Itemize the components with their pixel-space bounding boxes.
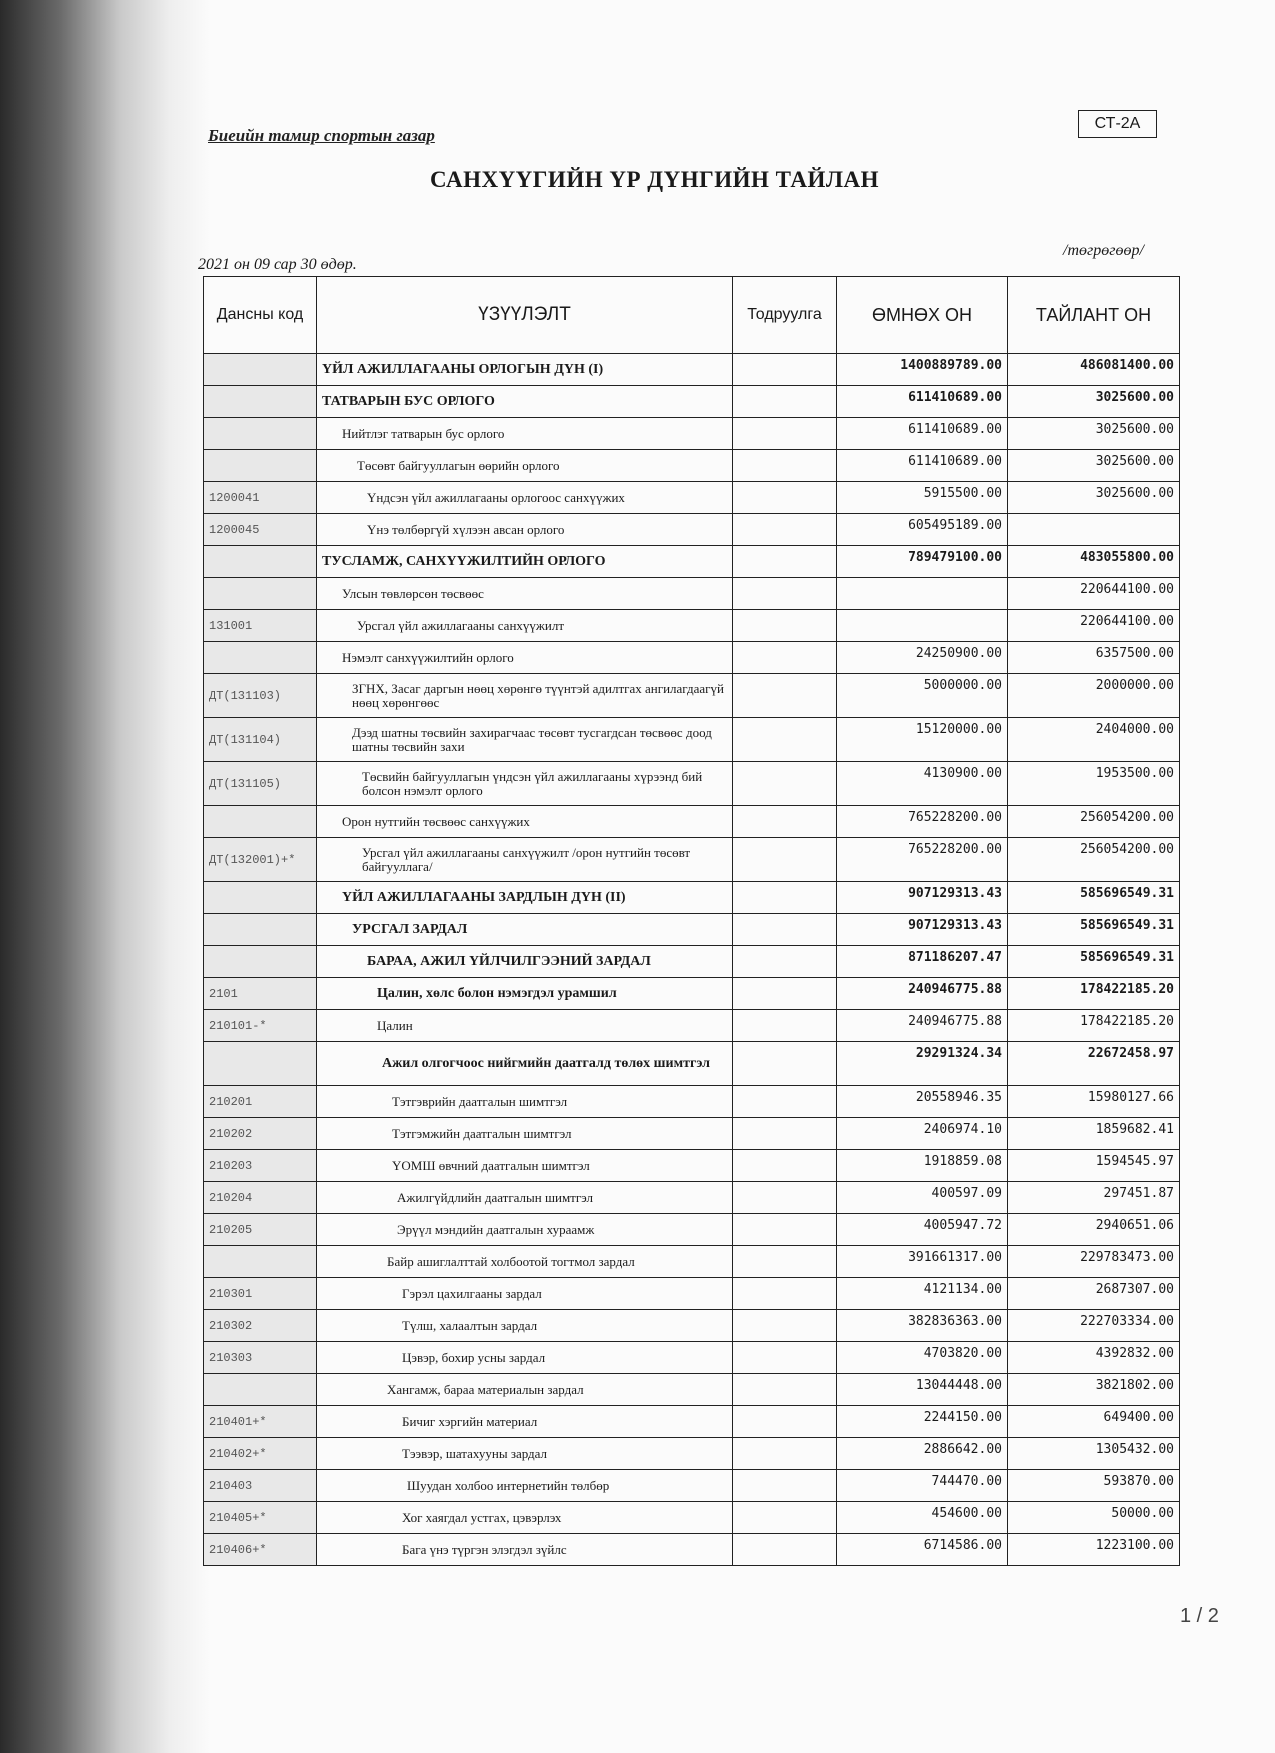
table-row [204, 1502, 1180, 1534]
report-year-value: 486081400.00 [1008, 354, 1180, 386]
account-code-cell: 1200041 [204, 482, 317, 514]
previous-year-value: 907129313.43 [837, 914, 1008, 946]
note-cell [733, 386, 837, 418]
note-cell [733, 450, 837, 482]
indicator-name-cell: ТАТВАРЫН БУС ОРЛОГО [317, 386, 733, 418]
note-cell [733, 1182, 837, 1214]
table-row [204, 1246, 1180, 1278]
report-year-value: 649400.00 [1008, 1406, 1180, 1438]
table-row [204, 354, 1180, 386]
account-code-cell: 210405+* [204, 1502, 317, 1534]
table-row [204, 718, 1180, 762]
note-cell [733, 806, 837, 838]
table-row [204, 1118, 1180, 1150]
table-row [204, 674, 1180, 718]
report-title: САНХҮҮГИЙН ҮР ДҮНГИЙН ТАЙЛАН [430, 167, 879, 192]
account-code-cell: 210205 [204, 1214, 317, 1246]
indicator-name-cell: Урсгал үйл ажиллагааны санхүүжилт /орон нутгийн төсөвт байгууллага/ [317, 838, 733, 882]
report-date: 2021 он 09 сар 30 өдөр. [198, 256, 357, 273]
note-cell [733, 514, 837, 546]
table-row [204, 642, 1180, 674]
report-year-value: 3025600.00 [1008, 482, 1180, 514]
table-row [204, 386, 1180, 418]
indicator-name-cell: ҮОМШ өвчний даатгалын шимтгэл [317, 1150, 733, 1182]
note-cell [733, 762, 837, 806]
note-cell [733, 674, 837, 718]
report-year-value: 22672458.97 [1008, 1042, 1180, 1086]
previous-year-value: 20558946.35 [837, 1086, 1008, 1118]
report-year-value: 297451.87 [1008, 1182, 1180, 1214]
report-year-value: 6357500.00 [1008, 642, 1180, 674]
report-year-value: 220644100.00 [1008, 610, 1180, 642]
indicator-name-cell: БАРАА, АЖИЛ ҮЙЛЧИЛГЭЭНИЙ ЗАРДАЛ [317, 946, 733, 978]
account-code-cell: 210201 [204, 1086, 317, 1118]
account-code-cell [204, 450, 317, 482]
note-cell [733, 418, 837, 450]
indicator-name-cell: Төсөвт байгууллагын өөрийн орлого [317, 450, 733, 482]
table-row [204, 762, 1180, 806]
indicator-name-cell: Нийтлэг татварын бус орлого [317, 418, 733, 450]
report-year-value: 2940651.06 [1008, 1214, 1180, 1246]
previous-year-value: 611410689.00 [837, 418, 1008, 450]
note-cell [733, 1470, 837, 1502]
indicator-name-cell: Цалин [317, 1010, 733, 1042]
table-row [204, 1278, 1180, 1310]
account-code-cell: 210302 [204, 1310, 317, 1342]
previous-year-value: 5915500.00 [837, 482, 1008, 514]
report-year-value: 1305432.00 [1008, 1438, 1180, 1470]
report-year-value: 585696549.31 [1008, 882, 1180, 914]
indicator-name-cell: Цэвэр, бохир усны зардал [317, 1342, 733, 1374]
note-cell [733, 914, 837, 946]
table-row [204, 1150, 1180, 1182]
note-cell [733, 1118, 837, 1150]
account-code-cell [204, 1374, 317, 1406]
report-year-value: 1594545.97 [1008, 1150, 1180, 1182]
account-code-cell [204, 882, 317, 914]
previous-year-value [837, 610, 1008, 642]
previous-year-value: 2244150.00 [837, 1406, 1008, 1438]
note-cell [733, 1534, 837, 1566]
previous-year-value: 240946775.88 [837, 1010, 1008, 1042]
table-row [204, 450, 1180, 482]
note-cell [733, 1406, 837, 1438]
previous-year-value: 765228200.00 [837, 806, 1008, 838]
previous-year-value: 744470.00 [837, 1470, 1008, 1502]
note-cell [733, 1214, 837, 1246]
account-code-cell [204, 386, 317, 418]
header-previous-year: ӨМНӨХ ОН [837, 277, 1008, 354]
previous-year-value: 2406974.10 [837, 1118, 1008, 1150]
account-code-cell: ДТ(131104) [204, 718, 317, 762]
account-code-cell: 210406+* [204, 1534, 317, 1566]
report-year-value: 220644100.00 [1008, 578, 1180, 610]
previous-year-value: 871186207.47 [837, 946, 1008, 978]
note-cell [733, 482, 837, 514]
note-cell [733, 1150, 837, 1182]
table-row [204, 1042, 1180, 1086]
table-row [204, 514, 1180, 546]
previous-year-value: 2886642.00 [837, 1438, 1008, 1470]
note-cell [733, 946, 837, 978]
note-cell [733, 1086, 837, 1118]
account-code-cell: ДТ(131105) [204, 762, 317, 806]
table-row [204, 1010, 1180, 1042]
report-year-value: 483055800.00 [1008, 546, 1180, 578]
indicator-name-cell: Ажил олгогчоос нийгмийн даатгалд төлөх шимтгэл [317, 1042, 733, 1086]
indicator-name-cell: Цалин, хөлс болон нэмэгдэл урамшил [317, 978, 733, 1010]
account-code-cell: ДТ(132001)+* [204, 838, 317, 882]
report-year-value: 3025600.00 [1008, 450, 1180, 482]
account-code-cell: 210202 [204, 1118, 317, 1150]
indicator-name-cell: Эрүүл мэндийн даатгалын хураамж [317, 1214, 733, 1246]
note-cell [733, 1374, 837, 1406]
header-note: Тодруулга [733, 277, 837, 354]
indicator-name-cell: Хангамж, бараа материалын зардал [317, 1374, 733, 1406]
table-row [204, 482, 1180, 514]
report-year-value: 229783473.00 [1008, 1246, 1180, 1278]
financial-results-table [203, 276, 1180, 1566]
indicator-name-cell: Тэтгэмжийн даатгалын шимтгэл [317, 1118, 733, 1150]
table-row [204, 1406, 1180, 1438]
previous-year-value: 400597.09 [837, 1182, 1008, 1214]
previous-year-value: 4130900.00 [837, 762, 1008, 806]
previous-year-value: 454600.00 [837, 1502, 1008, 1534]
account-code-cell [204, 1042, 317, 1086]
indicator-name-cell: Орон нутгийн төсвөөс санхүүжих [317, 806, 733, 838]
previous-year-value: 382836363.00 [837, 1310, 1008, 1342]
table-row [204, 838, 1180, 882]
indicator-name-cell: Дээд шатны төсвийн захирагчаас төсөвт тусгагдсан төсвөөс доод шатны төсвийн захи [317, 718, 733, 762]
table-row [204, 882, 1180, 914]
account-code-cell [204, 946, 317, 978]
note-cell [733, 1010, 837, 1042]
note-cell [733, 610, 837, 642]
previous-year-value: 611410689.00 [837, 386, 1008, 418]
indicator-name-cell: Бичиг хэргийн материал [317, 1406, 733, 1438]
previous-year-value: 765228200.00 [837, 838, 1008, 882]
previous-year-value: 391661317.00 [837, 1246, 1008, 1278]
previous-year-value: 4703820.00 [837, 1342, 1008, 1374]
account-code-cell: 210101-* [204, 1010, 317, 1042]
currency-unit: /төгрөгөөр/ [1063, 242, 1144, 259]
table-row [204, 914, 1180, 946]
indicator-name-cell: ТУСЛАМЖ, САНХҮҮЖИЛТИЙН ОРЛОГО [317, 546, 733, 578]
table-row [204, 1182, 1180, 1214]
previous-year-value: 605495189.00 [837, 514, 1008, 546]
report-year-value: 2404000.00 [1008, 718, 1180, 762]
note-cell [733, 642, 837, 674]
note-cell [733, 1246, 837, 1278]
previous-year-value: 907129313.43 [837, 882, 1008, 914]
page-number: 1 / 2 [1180, 1605, 1219, 1627]
indicator-name-cell: Бага үнэ түргэн элэгдэл зүйлс [317, 1534, 733, 1566]
previous-year-value: 240946775.88 [837, 978, 1008, 1010]
table-row [204, 1374, 1180, 1406]
previous-year-value [837, 578, 1008, 610]
table-header-row [204, 277, 1180, 354]
table-row [204, 578, 1180, 610]
report-year-value: 4392832.00 [1008, 1342, 1180, 1374]
table-row [204, 806, 1180, 838]
scan-edge-shadow [0, 0, 210, 1753]
table-row [204, 1438, 1180, 1470]
previous-year-value: 1400889789.00 [837, 354, 1008, 386]
account-code-cell: 210403 [204, 1470, 317, 1502]
account-code-cell: 210301 [204, 1278, 317, 1310]
report-year-value: 1859682.41 [1008, 1118, 1180, 1150]
report-year-value: 585696549.31 [1008, 914, 1180, 946]
form-code-box: СТ-2А [1078, 110, 1157, 138]
previous-year-value: 611410689.00 [837, 450, 1008, 482]
note-cell [733, 1502, 837, 1534]
previous-year-value: 13044448.00 [837, 1374, 1008, 1406]
note-cell [733, 354, 837, 386]
previous-year-value: 6714586.00 [837, 1534, 1008, 1566]
indicator-name-cell: ЗГНХ, Засаг даргын нөөц хөрөнгө түүнтэй адилтгах ангилагдаагүй нөөц хөрөнгөөс [317, 674, 733, 718]
report-year-value: 256054200.00 [1008, 838, 1180, 882]
indicator-name-cell: Ажилгүйдлийн даатгалын шимтгэл [317, 1182, 733, 1214]
note-cell [733, 718, 837, 762]
previous-year-value: 5000000.00 [837, 674, 1008, 718]
indicator-name-cell: Гэрэл цахилгааны зардал [317, 1278, 733, 1310]
account-code-cell [204, 642, 317, 674]
table-row [204, 610, 1180, 642]
previous-year-value: 15120000.00 [837, 718, 1008, 762]
indicator-name-cell: Түлш, халаалтын зардал [317, 1310, 733, 1342]
indicator-name-cell: Тээвэр, шатахууны зардал [317, 1438, 733, 1470]
report-year-value: 50000.00 [1008, 1502, 1180, 1534]
table-row [204, 1534, 1180, 1566]
report-year-value: 256054200.00 [1008, 806, 1180, 838]
account-code-cell [204, 578, 317, 610]
report-year-value: 3821802.00 [1008, 1374, 1180, 1406]
account-code-cell: 2101 [204, 978, 317, 1010]
report-year-value: 3025600.00 [1008, 418, 1180, 450]
account-code-cell: 131001 [204, 610, 317, 642]
previous-year-value: 24250900.00 [837, 642, 1008, 674]
indicator-name-cell: УРСГАЛ ЗАРДАЛ [317, 914, 733, 946]
previous-year-value: 29291324.34 [837, 1042, 1008, 1086]
table-row [204, 1470, 1180, 1502]
account-code-cell: 210204 [204, 1182, 317, 1214]
table-row [204, 946, 1180, 978]
indicator-name-cell: Шуудан холбоо интернетийн төлбөр [317, 1470, 733, 1502]
report-year-value: 15980127.66 [1008, 1086, 1180, 1118]
account-code-cell: 210303 [204, 1342, 317, 1374]
table-row [204, 1086, 1180, 1118]
indicator-name-cell: Нэмэлт санхүүжилтийн орлого [317, 642, 733, 674]
previous-year-value: 1918859.08 [837, 1150, 1008, 1182]
account-code-cell [204, 354, 317, 386]
note-cell [733, 546, 837, 578]
report-year-value: 222703334.00 [1008, 1310, 1180, 1342]
header-account-code: Дансны код [204, 277, 317, 354]
note-cell [733, 1310, 837, 1342]
indicator-name-cell: Хог хаягдал устгах, цэвэрлэх [317, 1502, 733, 1534]
table-row [204, 1214, 1180, 1246]
indicator-name-cell: Улсын төвлөрсөн төсвөөс [317, 578, 733, 610]
indicator-name-cell: Үндсэн үйл ажиллагааны орлогоос санхүүжих [317, 482, 733, 514]
account-code-cell: 210203 [204, 1150, 317, 1182]
table-body [204, 354, 1180, 1566]
note-cell [733, 978, 837, 1010]
account-code-cell [204, 806, 317, 838]
report-year-value: 593870.00 [1008, 1470, 1180, 1502]
report-year-value: 2687307.00 [1008, 1278, 1180, 1310]
note-cell [733, 1342, 837, 1374]
report-year-value: 178422185.20 [1008, 1010, 1180, 1042]
indicator-name-cell: Төсвийн байгууллагын үндсэн үйл ажиллагааны хүрээнд бий болсон нэмэлт орлого [317, 762, 733, 806]
indicator-name-cell: ҮЙЛ АЖИЛЛАГААНЫ ОРЛОГЫН ДҮН (I) [317, 354, 733, 386]
account-code-cell: 210401+* [204, 1406, 317, 1438]
report-year-value: 3025600.00 [1008, 386, 1180, 418]
note-cell [733, 1042, 837, 1086]
table-row [204, 418, 1180, 450]
account-code-cell: 1200045 [204, 514, 317, 546]
account-code-cell [204, 546, 317, 578]
table-row [204, 978, 1180, 1010]
account-code-cell [204, 1246, 317, 1278]
table-row [204, 1310, 1180, 1342]
report-year-value: 1223100.00 [1008, 1534, 1180, 1566]
header-indicator: ҮЗҮҮЛЭЛТ [317, 277, 733, 354]
indicator-name-cell: Урсгал үйл ажиллагааны санхүүжилт [317, 610, 733, 642]
report-year-value: 178422185.20 [1008, 978, 1180, 1010]
previous-year-value: 4005947.72 [837, 1214, 1008, 1246]
report-year-value: 1953500.00 [1008, 762, 1180, 806]
report-year-value [1008, 514, 1180, 546]
note-cell [733, 1438, 837, 1470]
indicator-name-cell: Үнэ төлбөргүй хүлээн авсан орлого [317, 514, 733, 546]
table-row [204, 1342, 1180, 1374]
indicator-name-cell: Тэтгэврийн даатгалын шимтгэл [317, 1086, 733, 1118]
note-cell [733, 578, 837, 610]
previous-year-value: 4121134.00 [837, 1278, 1008, 1310]
indicator-name-cell: Байр ашиглалттай холбоотой тогтмол зардал [317, 1246, 733, 1278]
report-year-value: 585696549.31 [1008, 946, 1180, 978]
header-report-year: ТАЙЛАНТ ОН [1008, 277, 1180, 354]
note-cell [733, 838, 837, 882]
organization-name: Биеийн тамир спортын газар [208, 126, 435, 145]
previous-year-value: 789479100.00 [837, 546, 1008, 578]
report-year-value: 2000000.00 [1008, 674, 1180, 718]
indicator-name-cell: ҮЙЛ АЖИЛЛАГААНЫ ЗАРДЛЫН ДҮН (II) [317, 882, 733, 914]
account-code-cell: 210402+* [204, 1438, 317, 1470]
account-code-cell [204, 418, 317, 450]
account-code-cell [204, 914, 317, 946]
account-code-cell: ДТ(131103) [204, 674, 317, 718]
table-row [204, 546, 1180, 578]
note-cell [733, 1278, 837, 1310]
note-cell [733, 882, 837, 914]
